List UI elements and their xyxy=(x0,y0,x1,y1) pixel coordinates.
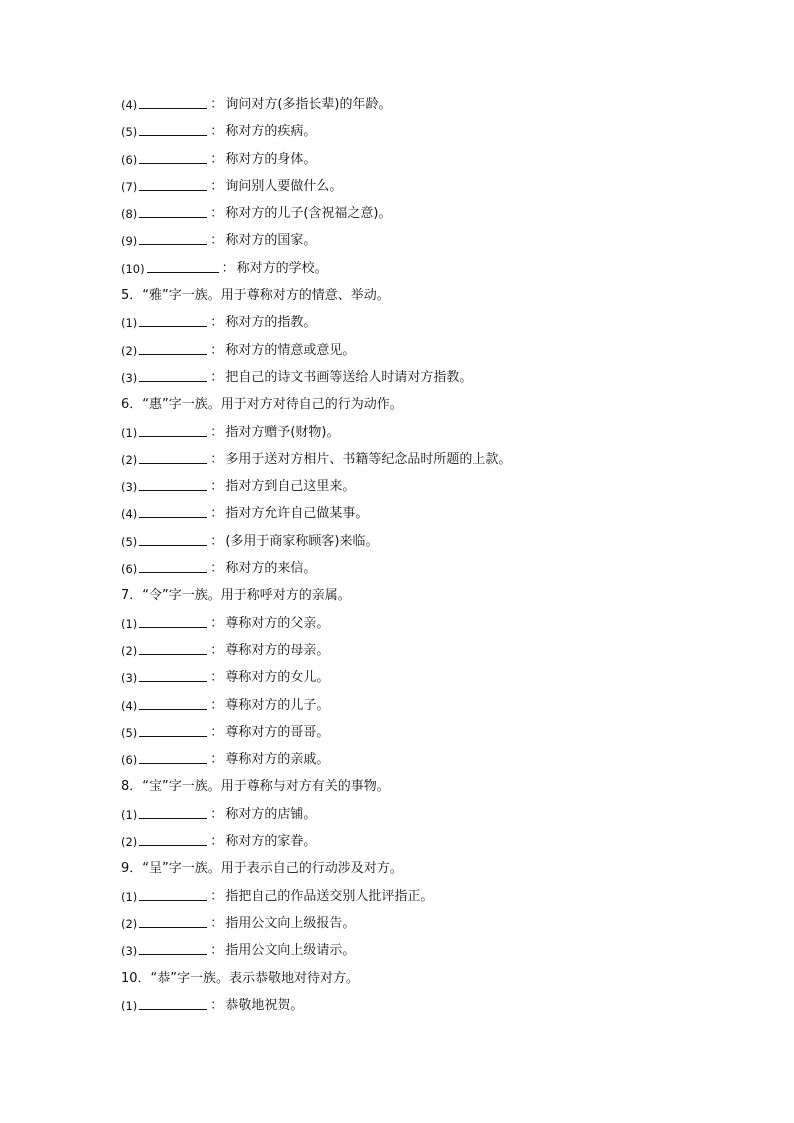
colon: ： xyxy=(210,670,224,686)
colon: ： xyxy=(210,888,224,904)
item-text: 询问别人要做什么。 xyxy=(225,178,343,194)
colon: ： xyxy=(210,233,224,249)
colon: ： xyxy=(210,997,224,1013)
item-number: (6) xyxy=(121,152,138,167)
answer-blank[interactable] xyxy=(147,258,219,273)
item-number: (3) xyxy=(121,480,138,495)
exercise-item xyxy=(121,476,721,503)
colon: ： xyxy=(210,724,224,740)
answer-blank[interactable] xyxy=(139,531,207,546)
item-number: (8) xyxy=(121,207,138,222)
item-number: (4) xyxy=(121,98,138,112)
section-heading-text: 9．“呈”字一族。用于表示自己的行动涉及对方。 xyxy=(121,861,403,877)
answer-blank[interactable] xyxy=(139,367,207,382)
item-number: (2) xyxy=(121,916,138,931)
exercise-item xyxy=(121,531,721,558)
answer-blank[interactable] xyxy=(139,886,207,901)
colon: ： xyxy=(210,178,224,194)
exercise-item xyxy=(121,940,721,967)
exercise-item xyxy=(121,886,721,913)
exercise-item xyxy=(121,121,721,148)
exercise-item xyxy=(121,203,721,230)
colon: ： xyxy=(210,615,224,631)
item-text: 称对方的学校。 xyxy=(236,260,328,276)
answer-blank[interactable] xyxy=(139,804,207,819)
answer-blank[interactable] xyxy=(139,558,207,573)
item-number: (1) xyxy=(121,316,138,331)
item-text: 称对方的儿子(含祝福之意)。 xyxy=(225,206,392,222)
item-text: 称对方的来信。 xyxy=(225,561,317,577)
item-text: 称对方的身体。 xyxy=(225,151,317,167)
item-number: (1) xyxy=(121,889,138,904)
section-heading-text: 10．“恭”字一族。表示恭敬地对待对方。 xyxy=(121,970,360,986)
exercise-item xyxy=(121,749,721,776)
item-number: (9) xyxy=(121,234,138,249)
item-text: 指对方允许自己做某事。 xyxy=(225,506,369,522)
exercise-item xyxy=(121,94,721,121)
section-heading xyxy=(121,968,721,995)
answer-blank[interactable] xyxy=(139,230,207,245)
colon: ： xyxy=(210,97,224,112)
colon: ： xyxy=(210,915,224,931)
section-heading xyxy=(121,858,721,885)
colon: ： xyxy=(210,697,224,713)
colon: ： xyxy=(221,260,235,276)
colon: ： xyxy=(210,506,224,522)
exercise-item xyxy=(121,340,721,367)
item-number: (1) xyxy=(121,425,138,440)
answer-blank[interactable] xyxy=(139,640,207,655)
item-number: (3) xyxy=(121,671,138,686)
section-heading-text: 7．“令”字一族。用于称呼对方的亲属。 xyxy=(121,588,351,604)
item-number: (3) xyxy=(121,370,138,385)
section-heading xyxy=(121,776,721,803)
answer-blank[interactable] xyxy=(139,749,207,764)
answer-blank[interactable] xyxy=(139,613,207,628)
exercise-item xyxy=(121,831,721,858)
item-number: (2) xyxy=(121,835,138,850)
answer-blank[interactable] xyxy=(139,722,207,737)
exercise-item xyxy=(121,230,721,257)
item-text: 恭敬地祝贺。 xyxy=(225,997,304,1013)
answer-blank[interactable] xyxy=(139,913,207,928)
exercise-item xyxy=(121,449,721,476)
colon: ： xyxy=(210,752,224,768)
exercise-item xyxy=(121,613,721,640)
exercise-item xyxy=(121,258,721,285)
item-number: (2) xyxy=(121,452,138,467)
section-heading-text: 6．“惠”字一族。用于对方对待自己的行为动作。 xyxy=(121,397,403,413)
item-text: 尊称对方的父亲。 xyxy=(225,615,330,631)
exercise-item xyxy=(121,503,721,530)
answer-blank[interactable] xyxy=(139,149,207,164)
item-text: 指用公文向上级报告。 xyxy=(225,915,356,931)
section-heading-text: 8．“宝”字一族。用于尊称与对方有关的事物。 xyxy=(121,779,390,795)
item-text: 称对方的疾病。 xyxy=(225,124,317,140)
colon: ： xyxy=(210,479,224,495)
answer-blank[interactable] xyxy=(139,667,207,682)
section-heading xyxy=(121,394,721,421)
item-number: (5) xyxy=(121,534,138,549)
item-text: 询问对方(多指长辈)的年龄。 xyxy=(225,97,392,112)
item-text: (多用于商家称顾客)来临。 xyxy=(225,533,379,549)
colon: ： xyxy=(210,806,224,822)
item-text: 尊称对方的女儿。 xyxy=(225,670,330,686)
exercise-item xyxy=(121,422,721,449)
item-text: 称对方的店铺。 xyxy=(225,806,317,822)
colon: ： xyxy=(210,369,224,385)
answer-blank[interactable] xyxy=(139,121,207,136)
exercise-item xyxy=(121,695,721,722)
exercise-item xyxy=(121,913,721,940)
item-text: 把自己的诗文书画等送给人时请对方指教。 xyxy=(225,369,473,385)
exercise-item xyxy=(121,667,721,694)
item-number: (7) xyxy=(121,179,138,194)
item-number: (1) xyxy=(121,616,138,631)
item-text: 指对方赠予(财物)。 xyxy=(225,424,340,440)
item-text: 多用于送对方相片、书籍等纪念品时所题的上款。 xyxy=(225,451,512,467)
item-text: 尊称对方的母亲。 xyxy=(225,642,330,658)
answer-blank[interactable] xyxy=(139,476,207,491)
item-text: 尊称对方的哥哥。 xyxy=(225,724,330,740)
item-number: (1) xyxy=(121,998,138,1013)
exercise-list xyxy=(121,94,721,1022)
item-number: (1) xyxy=(121,807,138,822)
answer-blank[interactable] xyxy=(139,340,207,355)
answer-blank[interactable] xyxy=(139,203,207,218)
answer-blank[interactable] xyxy=(139,695,207,710)
item-text: 称对方的指教。 xyxy=(225,315,317,331)
colon: ： xyxy=(210,943,224,959)
section-heading-text: 5．“雅”字一族。用于尊称对方的情意、举动。 xyxy=(121,288,390,304)
item-number: (5) xyxy=(121,125,138,140)
section-heading xyxy=(121,585,721,612)
colon: ： xyxy=(210,124,224,140)
colon: ： xyxy=(210,533,224,549)
item-number: (5) xyxy=(121,725,138,740)
item-number: (3) xyxy=(121,944,138,959)
item-number: (4) xyxy=(121,698,138,713)
item-number: (6) xyxy=(121,753,138,768)
item-number: (2) xyxy=(121,643,138,658)
answer-blank[interactable] xyxy=(139,422,207,437)
colon: ： xyxy=(210,206,224,222)
answer-blank[interactable] xyxy=(139,940,207,955)
exercise-item xyxy=(121,995,721,1022)
exercise-item xyxy=(121,149,721,176)
answer-blank[interactable] xyxy=(139,503,207,518)
item-text: 指把自己的作品送交别人批评指正。 xyxy=(225,888,434,904)
colon: ： xyxy=(210,424,224,440)
section-heading xyxy=(121,285,721,312)
answer-blank[interactable] xyxy=(139,449,207,464)
colon: ： xyxy=(210,151,224,167)
exercise-item xyxy=(121,367,721,394)
colon: ： xyxy=(210,642,224,658)
colon: ： xyxy=(210,834,224,850)
answer-blank[interactable] xyxy=(139,94,207,109)
item-number: (6) xyxy=(121,562,138,577)
item-number: (4) xyxy=(121,507,138,522)
exercise-item xyxy=(121,804,721,831)
answer-blank[interactable] xyxy=(139,995,207,1010)
answer-blank[interactable] xyxy=(139,312,207,327)
exercise-item xyxy=(121,176,721,203)
item-text: 称对方的情意或意见。 xyxy=(225,342,356,358)
item-number: (2) xyxy=(121,343,138,358)
item-text: 尊称对方的亲戚。 xyxy=(225,752,330,768)
item-text: 指用公文向上级请示。 xyxy=(225,943,356,959)
item-text: 称对方的国家。 xyxy=(225,233,317,249)
colon: ： xyxy=(210,561,224,577)
colon: ： xyxy=(210,315,224,331)
item-text: 尊称对方的儿子。 xyxy=(225,697,330,713)
exercise-item xyxy=(121,558,721,585)
item-number: (10) xyxy=(121,261,145,276)
colon: ： xyxy=(210,451,224,467)
exercise-item xyxy=(121,640,721,667)
colon: ： xyxy=(210,342,224,358)
answer-blank[interactable] xyxy=(139,831,207,846)
item-text: 称对方的家眷。 xyxy=(225,834,317,850)
exercise-item xyxy=(121,312,721,339)
answer-blank[interactable] xyxy=(139,176,207,191)
exercise-item xyxy=(121,722,721,749)
item-text: 指对方到自己这里来。 xyxy=(225,479,356,495)
